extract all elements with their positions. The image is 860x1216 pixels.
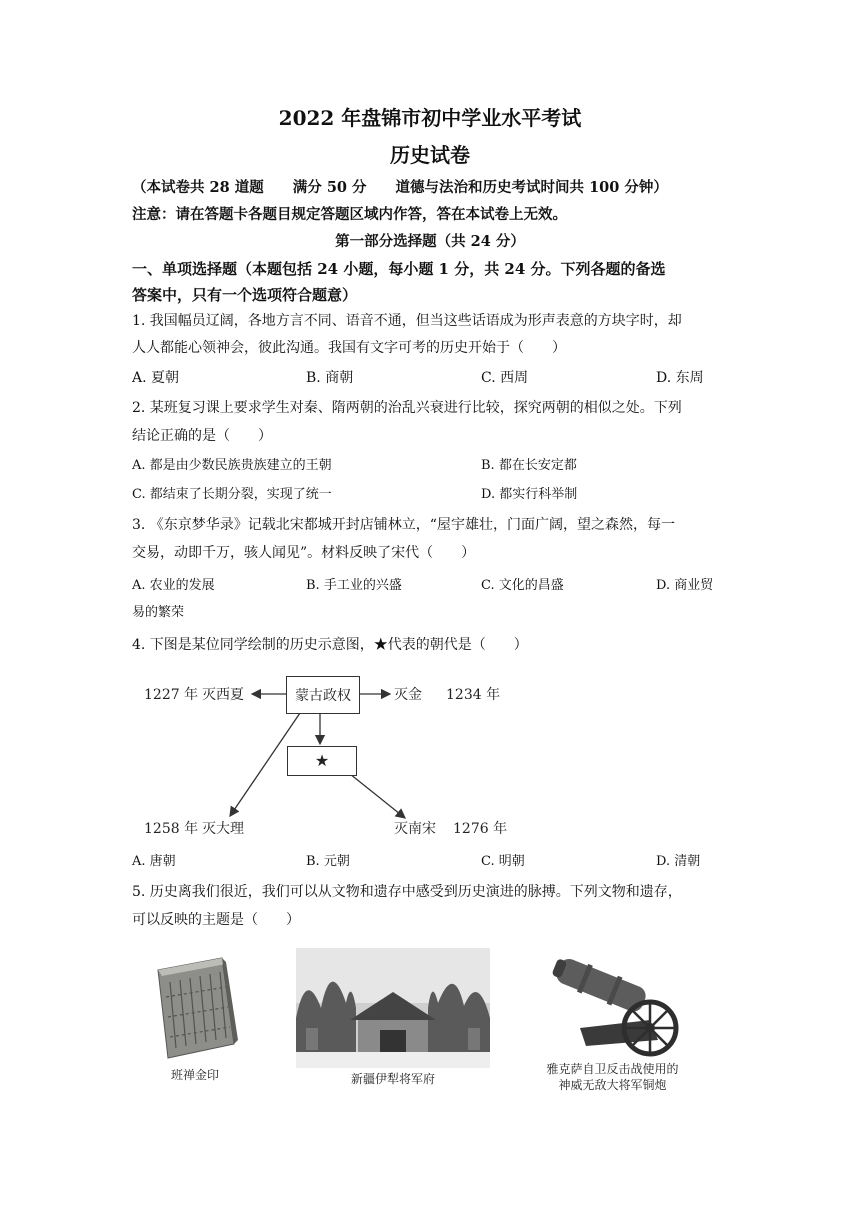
section-heading-line2: 答案中，只有一个选项符合题意） bbox=[132, 286, 358, 304]
star-icon: ★ bbox=[314, 751, 330, 770]
q1-option-b: B. 商朝 bbox=[306, 370, 354, 386]
q1-option-a: A. 夏朝 bbox=[132, 370, 180, 386]
img2-caption: 新疆伊犁将军府 bbox=[350, 1072, 435, 1086]
exam-subtitle: 历史试卷 bbox=[390, 143, 470, 167]
part-heading: 第一部分选择题（共 24 分） bbox=[335, 233, 525, 250]
ili-mansion-image bbox=[296, 948, 490, 1068]
mongol-label: 蒙古政权 bbox=[295, 688, 351, 704]
img3-caption-line1: 雅克萨自卫反击战使用的 bbox=[546, 1062, 679, 1076]
mongol-box bbox=[286, 676, 360, 714]
img3-caption-line2: 神威无敌大将军铜炮 bbox=[558, 1078, 667, 1092]
right-event: 灭金 bbox=[394, 687, 422, 703]
q2-option-c: C. 都结束了长期分裂，实现了统一 bbox=[132, 487, 332, 502]
q3-option-d-continued: 易的繁荣 bbox=[132, 605, 185, 620]
bottom-right-year: 1276 年 bbox=[453, 821, 508, 837]
q1-stem-line2: 人人都能心领神会，彼此沟通。我国有文字可考的历史开始于（ ） bbox=[132, 340, 566, 356]
left-year: 1227 年 bbox=[144, 687, 199, 703]
q4-diagram bbox=[140, 668, 520, 843]
golden-seal-image bbox=[150, 952, 240, 1062]
section-heading-line1: 一、单项选择题（本题包括 24 小题，每小题 1 分，共 24 分。下列各题的备选 bbox=[132, 260, 666, 278]
bottom-left-year: 1258 年 bbox=[144, 821, 199, 837]
q1-stem-line1: 1. 我国幅员辽阔，各地方言不同、语音不通，但当这些话语成为形声表意的方块字时，却 bbox=[132, 313, 682, 329]
q1-option-c: C. 西周 bbox=[481, 370, 529, 386]
q3-stem-line1: 3. 《东京梦华录》记载北宋都城开封店铺林立，“屋宇雄壮，门面广阔，望之森然，每一 bbox=[132, 517, 675, 533]
left-event: 灭西夏 bbox=[202, 687, 244, 703]
cannon-image bbox=[540, 948, 685, 1058]
bottom-left-event: 灭大理 bbox=[202, 821, 244, 837]
q2-option-d: D. 都实行科举制 bbox=[481, 487, 578, 502]
q2-stem-line1: 2. 某班复习课上要求学生对秦、隋两朝的治乱兴衰进行比较，探究两朝的相似之处。下列 bbox=[132, 400, 682, 416]
q2-option-a: A. 都是由少数民族贵族建立的王朝 bbox=[132, 458, 332, 473]
q3-stem-line2: 交易，动即千万，骇人闻见”。材料反映了宋代（ ） bbox=[132, 545, 476, 561]
q2-option-b: B. 都在长安定都 bbox=[481, 458, 577, 473]
q5-stem-line2: 可以反映的主题是（ ） bbox=[132, 912, 300, 928]
q3-option-d: D. 商业贸 bbox=[656, 578, 714, 593]
q4-option-a: A. 唐朝 bbox=[132, 854, 176, 869]
q3-option-a: A. 农业的发展 bbox=[132, 578, 215, 593]
q4-stem: 4. 下图是某位同学绘制的历史示意图，★代表的朝代是（ ） bbox=[132, 637, 528, 653]
q2-stem-line2: 结论正确的是（ ） bbox=[132, 428, 272, 444]
q5-stem-line1: 5. 历史离我们很近，我们可以从文物和遗存中感受到历史演进的脉搏。下列文物和遗存， bbox=[132, 884, 682, 900]
q3-option-b: B. 手工业的兴盛 bbox=[306, 578, 402, 593]
exam-notice: 注意：请在答题卡各题目规定答题区域内作答，答在本试卷上无效。 bbox=[132, 206, 567, 223]
right-year: 1234 年 bbox=[446, 687, 501, 703]
q3-option-c: C. 文化的昌盛 bbox=[481, 578, 564, 593]
q1-option-d: D. 东周 bbox=[656, 370, 704, 386]
q4-option-d: D. 清朝 bbox=[656, 854, 701, 869]
star-box bbox=[287, 746, 357, 776]
exam-title: 2022 年盘锦市初中学业水平考试 bbox=[278, 106, 582, 130]
img1-caption: 班禅金印 bbox=[170, 1068, 219, 1082]
q4-option-b: B. 元朝 bbox=[306, 854, 350, 869]
exam-info: （本试卷共 28 道题 满分 50 分 道德与法治和历史考试时间共 100 分钟） bbox=[132, 179, 668, 196]
q4-option-c: C. 明朝 bbox=[481, 854, 525, 869]
bottom-right-event: 灭南宋 bbox=[394, 821, 436, 837]
